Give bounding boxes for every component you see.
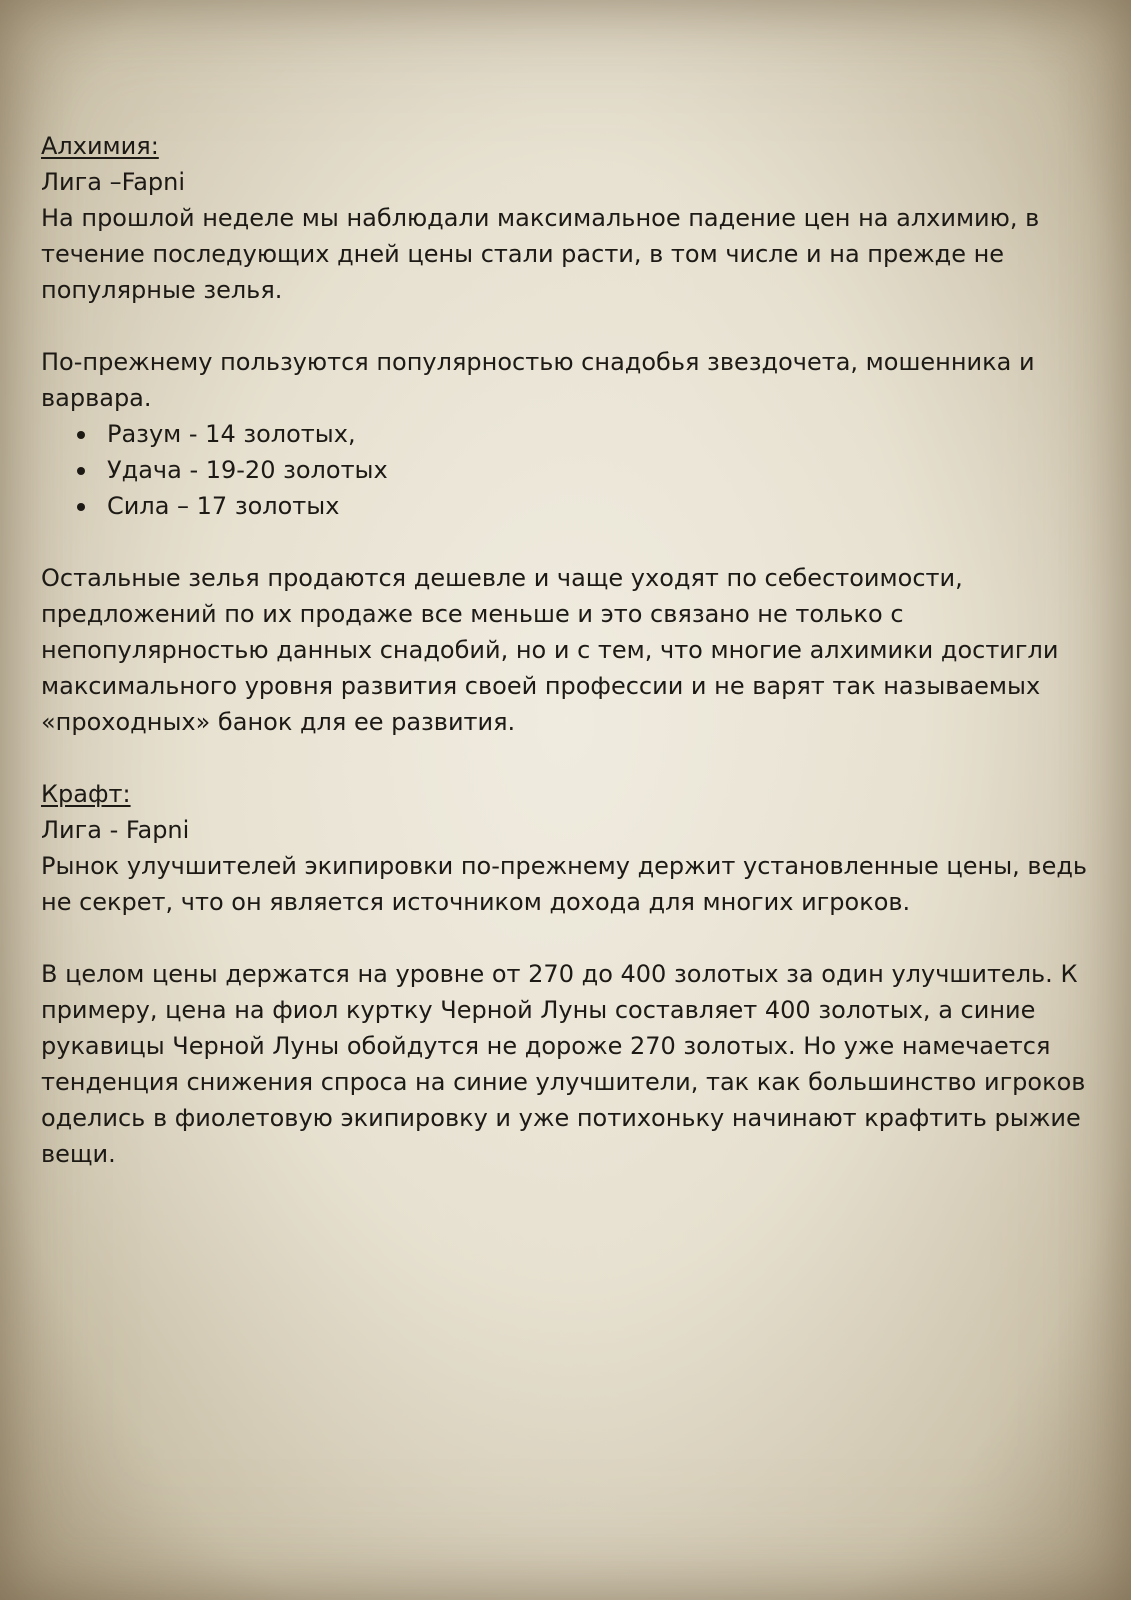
potion-price-list [41, 416, 1101, 524]
bullet-icon [77, 431, 85, 439]
spacer [41, 524, 1101, 560]
alchemy-heading: Алхимия: [41, 132, 159, 160]
alchemy-paragraph-3: Остальные зелья продаются дешевле и чаще уходят по себестоимости, предложений по их продаже все меньше и это связано не только с непопулярностью данных снадобий, но и с тем, что многие алхимики достигли максимального уровня развития своей профессии и не варят так называемых «проходных» банок для ее развития. [41, 564, 1059, 736]
spacer [41, 308, 1101, 344]
document-body [41, 128, 1101, 1172]
bullet-icon [77, 503, 85, 511]
spacer [41, 740, 1101, 776]
alchemy-paragraph-2: По-прежнему пользуются популярностью снадобья звездочета, мошенника и варвара. [41, 348, 1035, 412]
list-item: Удача - 19-20 золотых [77, 452, 1101, 488]
list-item: Сила – 17 золотых [77, 488, 1101, 524]
alchemy-paragraph-1: На прошлой неделе мы наблюдали максимальное падение цен на алхимию, в течение последующих дней цены стали расти, в том числе и на прежде не популярные зелья. [41, 204, 1040, 304]
craft-paragraph-1: Рынок улучшителей экипировки по-прежнему держит установленные цены, ведь не секрет, что он является источником дохода для многих игроков. [41, 852, 1088, 916]
craft-heading: Крафт: [41, 780, 131, 808]
craft-paragraph-2: В целом цены держатся на уровне от 270 до 400 золотых за один улучшитель. К примеру, цена на фиол куртку Черной Луны составляет 400 золотых, а синие рукавицы Черной Луны обойдутся не дороже 270 золотых. Но уже намечается тенденция снижения спроса на синие улучшители, так как большинство игроков оделись в фиолетовую экипировку и уже потихоньку начинают крафтить рыжие вещи. [41, 960, 1086, 1168]
list-item: Разум - 14 золотых, [77, 416, 1101, 452]
bullet-icon [77, 467, 85, 475]
craft-league: Лига - Fapni [41, 816, 190, 844]
spacer [41, 920, 1101, 956]
alchemy-league: Лига –Fapni [41, 168, 186, 196]
